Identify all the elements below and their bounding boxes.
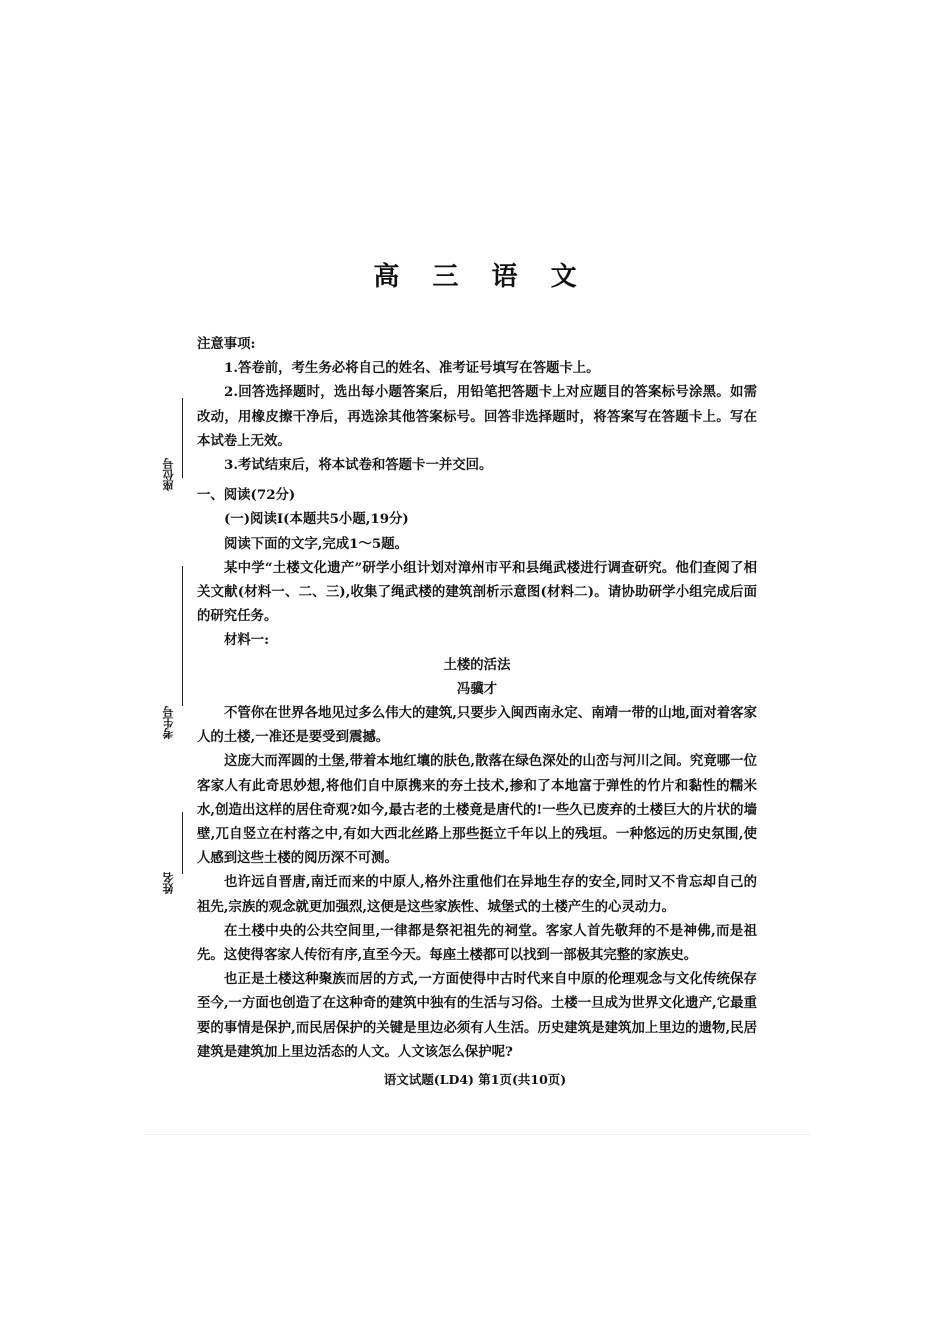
section-heading: 一、阅读(72分) xyxy=(197,487,296,504)
page-bottom-divider xyxy=(145,1134,810,1135)
section-sub-heading: (一)阅读Ⅰ(本题共5小题,19分) xyxy=(224,511,409,528)
article-paragraph: 不管你在世界各地见过多么伟大的建筑,只要步入闽西南永定、南靖一带的山地,面对着客家人的土楼,一准还是要受到震撼。 xyxy=(197,705,757,746)
title-char: 三 xyxy=(432,262,459,292)
section-instruction: 阅读下面的文字,完成1～5题。 xyxy=(224,535,408,552)
article-paragraph: 在土楼中央的公共空间里,一律都是祭祀祖先的祠堂。客家人首先敬拜的不是神佛,而是祖先。这使得客家人传衍有序,直至今天。每座土楼都可以找到一部极其完整的家族史。 xyxy=(197,922,757,964)
section-intro: 某中学“土楼文化遗产”研学小组计划对漳州市平和县绳武楼进行调查研究。他们查阅了相关文献(材料一、二、三),收集了绳武楼的建筑剖析示意图(材料二)。请协助研学小组完成后面的研究任务。 xyxy=(197,559,757,625)
exam-title xyxy=(0,256,950,293)
binding-line-exam-number xyxy=(182,566,183,706)
title-char: 文 xyxy=(550,262,577,292)
article-paragraph: 也正是土楼这种聚族而居的方式,一方面使得中古时代来自中原的伦理观念与文化传统保存至今,一方面也创造了在这种奇的建筑中独有的生活与习俗。土楼一旦成为世界文化遗产,它最重要的事情是保护,而民居保护的关键是里边必须有人生活。历史建筑是建筑加上里边的遗物,民居建筑是建筑加上里边活态的人文。人文该怎么保护呢? xyxy=(197,971,757,1060)
title-char: 语 xyxy=(491,262,518,292)
exam-number-label: 考生号 xyxy=(162,706,175,739)
title-char: 高 xyxy=(373,262,400,292)
binding-line-seat xyxy=(182,398,183,478)
binding-line-name xyxy=(182,812,183,874)
material-label: 材料一: xyxy=(224,632,270,649)
name-label: 姓名 xyxy=(162,872,175,894)
seat-number-label: 座位号 xyxy=(162,458,175,491)
notice-item-3: 3.考试结束后，将本试卷和答题卡一并交回。 xyxy=(224,457,493,474)
exam-content xyxy=(197,332,757,1064)
article-title: 土楼的活法 xyxy=(443,656,511,673)
page-footer: 语文试题(LD4) 第1页(共10页) xyxy=(383,1072,567,1087)
article-paragraph: 这庞大而浑圆的土堡,带着本地红壤的肤色,散落在绿色深处的山峦与河川之间。究竟哪一位客家人有此奇思妙想,将他们自中原携来的夯土技术,掺和了本地富于弹性的竹片和黏性的糯米水,创造出这样的居住奇观?如今,最古老的土楼竟是唐代的!一些久已废弃的土楼巨大的片状的墙壁,兀自竖立在村落之中,有如大西北丝路上那些挺立千年以上的残垣。一种悠远的历史氛围,使人感到这些土楼的阅历深不可测。 xyxy=(197,753,757,867)
notice-heading: 注意事项: xyxy=(197,336,256,352)
notice-item-2: 2.回答选择题时，选出每小题答案后，用铅笔把答题卡上对应题目的答案标号涂黑。如需改动，用橡皮擦干净后，再选涂其他答案标号。回答非选择题时，将答案写在答题卡上。写在本试卷上无效。 xyxy=(197,384,757,449)
notice-item-1: 1.答卷前，考生务必将自己的姓名、准考证号填写在答题卡上。 xyxy=(224,360,600,377)
article-paragraph: 也许远自晋唐,南迁而来的中原人,格外注重他们在异地生存的安全,同时又不肯忘却自己的祖先,宗族的观念就更加强烈,这便是这些家族性、城堡式的土楼产生的心灵动力。 xyxy=(197,874,757,915)
article-author: 冯骥才 xyxy=(456,680,498,697)
